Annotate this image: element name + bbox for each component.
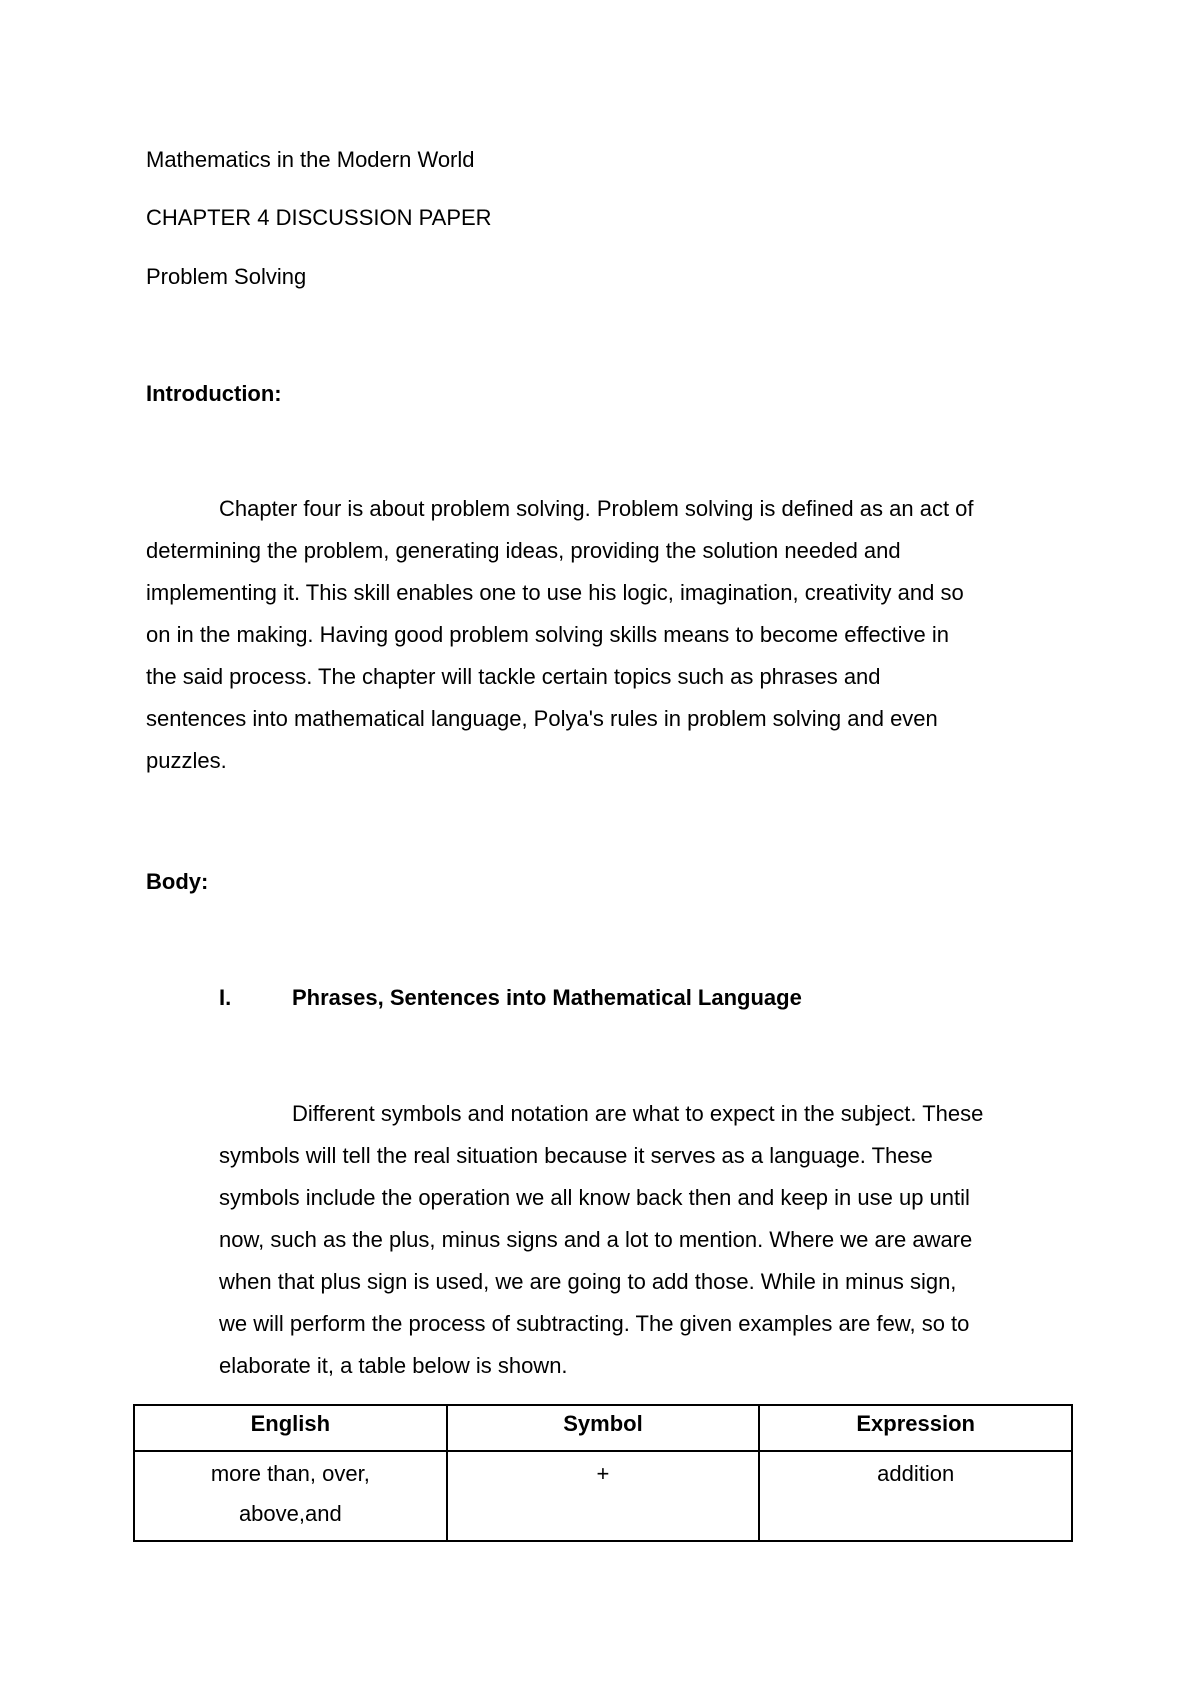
symbol-cell: + — [447, 1451, 760, 1541]
column-header-symbol: Symbol — [447, 1405, 760, 1451]
paragraph-line: the said process. The chapter will tackle certain topics such as phrases and — [146, 664, 881, 689]
english-cell-line: above,and — [238, 1501, 342, 1526]
table-row — [134, 1451, 1072, 1541]
paragraph-line: determining the problem, generating ideas, providing the solution needed and — [146, 538, 901, 563]
paragraph-line: on in the making. Having good problem solving skills means to become effective in — [146, 622, 950, 647]
paragraph-line: symbols will tell the real situation because it serves as a language. These — [219, 1143, 933, 1168]
topic-title: Problem Solving — [146, 264, 307, 289]
paragraph-line: sentences into mathematical language, Polya's rules in problem solving and even — [146, 706, 938, 731]
paragraph-line: Chapter four is about problem solving. Problem solving is defined as an act of — [219, 496, 974, 521]
course-title: Mathematics in the Modern World — [146, 147, 475, 172]
table-header-row — [134, 1405, 1072, 1451]
chapter-title: CHAPTER 4 DISCUSSION PAPER — [146, 205, 492, 230]
section-paragraph — [219, 1093, 983, 1387]
english-cell-line: more than, over, — [210, 1461, 370, 1486]
paragraph-line: we will perform the process of subtracting. The given examples are few, so to — [219, 1311, 970, 1336]
expression-cell: addition — [759, 1451, 1072, 1541]
paragraph-line: Different symbols and notation are what to expect in the subject. These — [292, 1101, 984, 1126]
section-number: I. — [219, 985, 232, 1010]
column-header-english: English — [134, 1405, 447, 1451]
introduction-paragraph — [146, 488, 974, 782]
english-cell — [134, 1451, 447, 1541]
paragraph-line: elaborate it, a table below is shown. — [219, 1353, 568, 1378]
paragraph-line: symbols include the operation we all know back then and keep in use up until — [219, 1185, 970, 1210]
paragraph-line: when that plus sign is used, we are going to add those. While in minus sign, — [219, 1269, 957, 1294]
introduction-heading: Introduction: — [146, 381, 282, 406]
paragraph-line: implementing it. This skill enables one to use his logic, imagination, creativity and so — [146, 580, 964, 605]
column-header-expression: Expression — [759, 1405, 1072, 1451]
section-title: Phrases, Sentences into Mathematical Language — [292, 985, 802, 1010]
paragraph-line: now, such as the plus, minus signs and a lot to mention. Where we are aware — [219, 1227, 973, 1252]
symbols-table — [133, 1404, 1073, 1542]
paragraph-line: puzzles. — [146, 748, 227, 773]
body-heading: Body: — [146, 869, 209, 894]
